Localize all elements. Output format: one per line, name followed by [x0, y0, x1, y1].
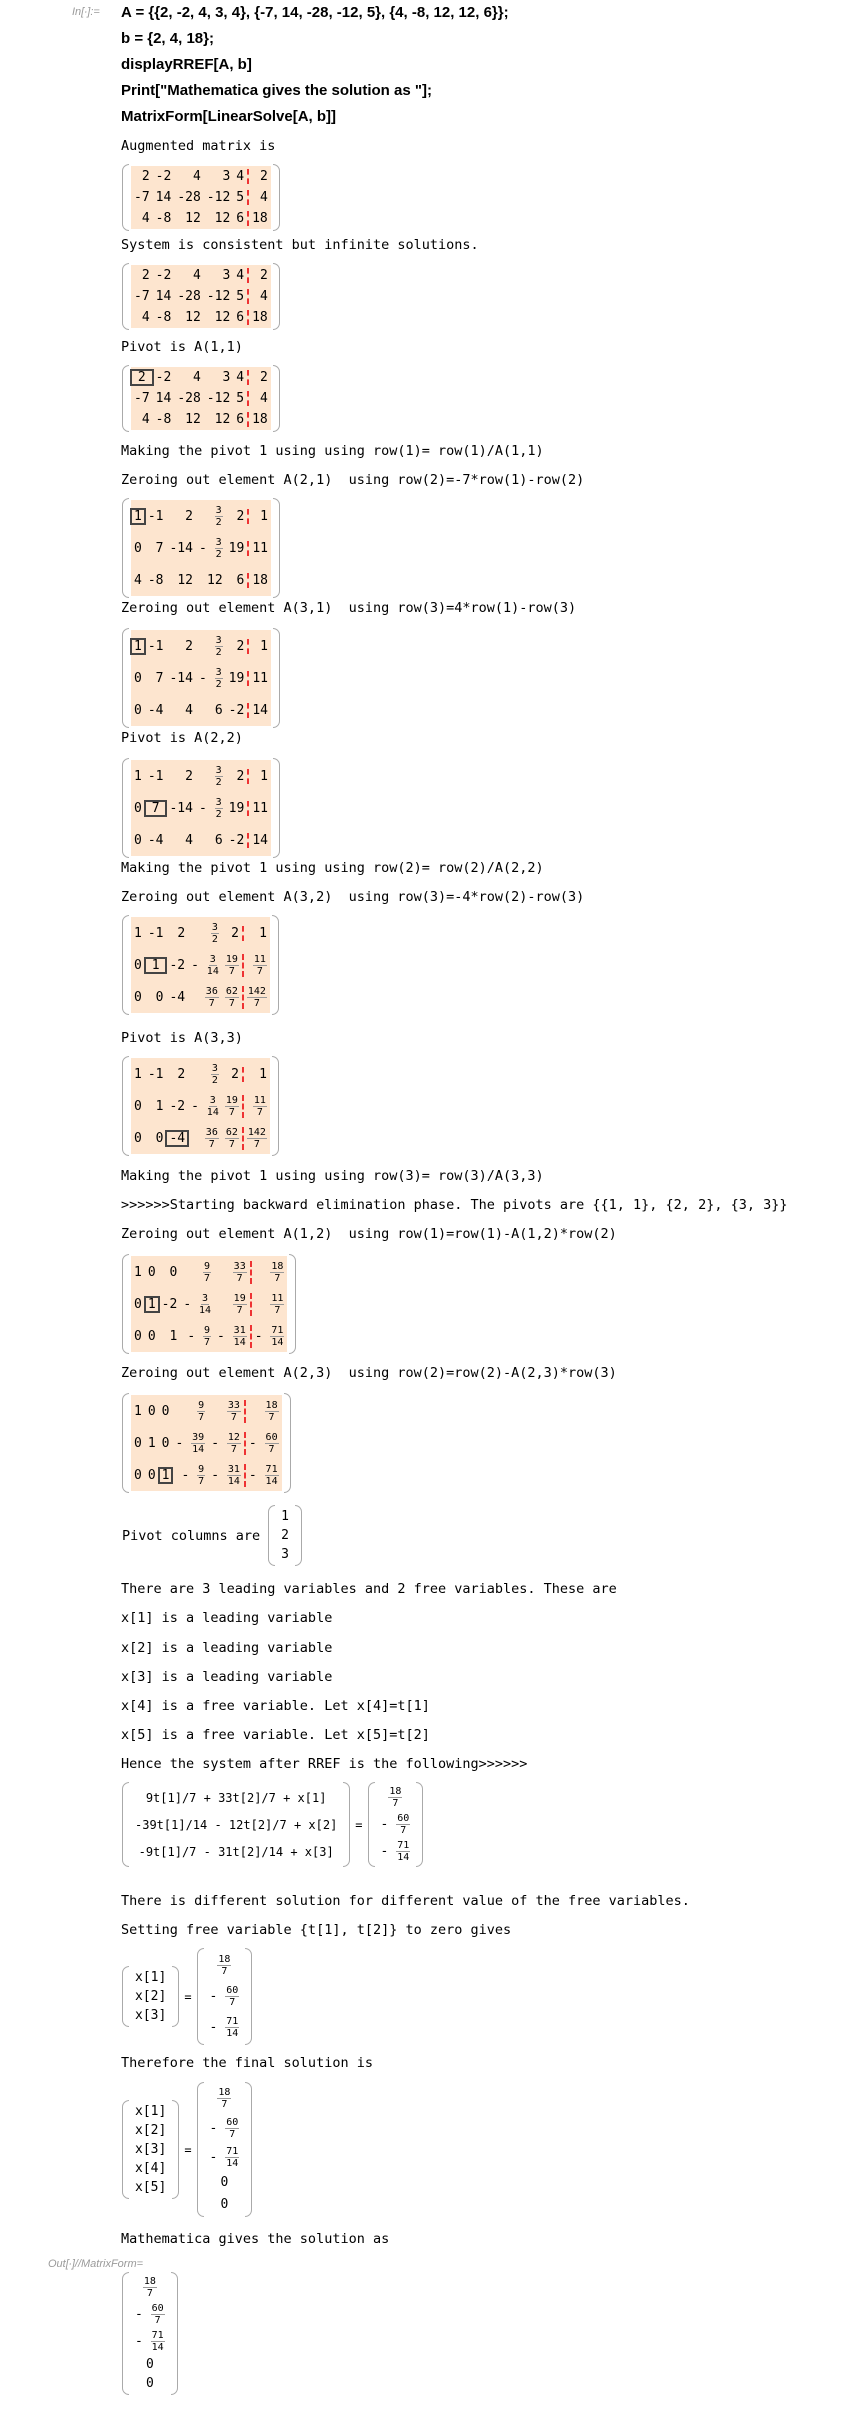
final-solution: x[1] x[2] x[3] x[4] x[5] = $\frac{18}{7}$ - $\frac{60}{7}$ - $\frac{71}{14}$ 0 0 — [122, 2082, 252, 2217]
matrix-cell: 5 — [236, 391, 245, 406]
matrix-cell: $\frac{33}{7}$ — [233, 1260, 246, 1284]
matrix-consistent — [122, 263, 280, 330]
matrix-cell: $\frac{19}{7}$ — [225, 953, 238, 977]
equals-sign: = — [355, 1817, 363, 1832]
text-var-3: x[3] is a leading variable — [121, 1669, 333, 1685]
matrix-cell: 0 — [134, 1435, 142, 1451]
matrix-cell: - $\frac{9}{7}$ — [181, 1463, 205, 1487]
input-code-line-5[interactable]: MatrixForm[LinearSolve[A, b]] — [121, 108, 337, 125]
matrix-cell: 4 — [236, 370, 245, 385]
matrix-zero-21 — [122, 498, 280, 598]
matrix-cell: 2 — [236, 638, 245, 654]
matrix-cell: - $\frac{31}{14}$ — [211, 1463, 240, 1487]
matrix-pivot-11 — [122, 365, 280, 432]
system-equation — [122, 1782, 423, 1867]
input-code-line-3[interactable]: displayRREF[A, b] — [121, 56, 252, 73]
matrix-cell: 1 — [242, 926, 270, 941]
matrix-cell: 1 — [159, 1468, 173, 1483]
matrix-pivot-33 — [122, 1056, 279, 1156]
matrix-cell: 0 — [134, 670, 142, 686]
matrix-cell: -2 — [161, 1296, 178, 1312]
matrix-cell: 1 — [145, 958, 167, 973]
matrix-cell: 1 — [131, 639, 145, 654]
matrix-cell: -14 — [169, 670, 193, 686]
vector-entry: x[4] — [135, 2161, 167, 2176]
matrix-cell: 2 — [236, 768, 245, 784]
text-var-2: x[2] is a leading variable — [121, 1640, 333, 1656]
text-augmented: Augmented matrix is — [121, 138, 276, 154]
pivot-columns-row: Pivot columns are 1 2 3 — [122, 1505, 302, 1566]
matrix-cell: 12 — [177, 572, 193, 588]
matrix-cell: 4 — [247, 190, 271, 205]
matrix-cell: 0 — [155, 989, 164, 1005]
matrix-cell: -7 — [134, 289, 150, 304]
text-zero-23: Zeroing out element A(2,3) using row(2)=row(2)-A(2,3)*row(3) — [121, 1365, 617, 1381]
matrix-cell: 4 — [134, 572, 142, 588]
vector-entry: - $\frac{60}{7}$ — [135, 2303, 164, 2326]
matrix-cell: $\frac{18}{7}$ — [244, 1400, 282, 1423]
matrix-cell: 1 — [247, 769, 271, 784]
text-hence: Hence the system after RREF is the following>>>>>> — [121, 1756, 528, 1772]
output-matrix — [122, 2272, 178, 2395]
matrix-cell: 19 — [228, 670, 245, 686]
matrix-cell: 12 — [214, 310, 231, 325]
matrix-cell: 0 — [147, 1328, 156, 1344]
zero-solution: x[1] x[2] x[3] = $\frac{18}{7}$ - $\frac{60}{7}$ - $\frac{71}{14}$ — [122, 1948, 252, 2045]
text-mathematica: Mathematica gives the solution as — [121, 2231, 390, 2247]
matrix-cell: 2 — [185, 768, 193, 784]
matrix-cell: 1 — [169, 1328, 178, 1344]
matrix-cell: $\frac{62}{7}$ — [225, 1126, 238, 1150]
matrix-cell: 4 — [141, 310, 150, 325]
matrix-cell: - $\frac{31}{14}$ — [217, 1324, 246, 1348]
matrix-cell: 18 — [247, 310, 271, 325]
matrix-cell: -8 — [155, 412, 172, 427]
matrix-cell: 12 — [214, 412, 231, 427]
matrix-cell: - $\frac{3}{2}$ — [198, 796, 222, 820]
text-zero-12: Zeroing out element A(1,2) using row(1)=row(1)-A(1,2)*row(2) — [121, 1226, 617, 1242]
matrix-cell: 4 — [192, 268, 201, 283]
matrix-cell: -1 — [147, 768, 164, 784]
matrix-cell: 0 — [155, 1130, 164, 1146]
matrix-cell: 19 — [228, 800, 245, 816]
matrix-cell: 2 — [247, 268, 271, 283]
matrix-cell: 14 — [155, 391, 172, 406]
matrix-cell: -1 — [147, 638, 164, 654]
matrix-cell: -2 — [155, 169, 172, 184]
matrix-cell: - $\frac{9}{7}$ — [187, 1324, 211, 1348]
text-var-5: x[5] is a free variable. Let x[5]=t[2] — [121, 1727, 430, 1743]
matrix-zero-31 — [122, 628, 280, 728]
matrix-cell: 11 — [247, 671, 271, 686]
matrix-cell: - $\frac{12}{7}$ — [211, 1431, 240, 1455]
matrix-cell: - $\frac{39}{14}$ — [175, 1431, 205, 1455]
vector-entry: $\frac{18}{7}$ — [143, 2276, 156, 2299]
matrix-cell: 1 — [247, 639, 271, 654]
matrix-cell: 14 — [155, 289, 172, 304]
matrix-cell: - $\frac{3}{14}$ — [191, 1094, 219, 1118]
matrix-cell: -28 — [177, 391, 201, 406]
matrix-cell: $\frac{142}{7}$ — [242, 1127, 270, 1150]
matrix-cell: 2 — [185, 638, 193, 654]
matrix-cell: -4 — [166, 1131, 188, 1146]
matrix-cell: 2 — [131, 370, 153, 385]
matrix-cell: -2 — [228, 702, 245, 718]
matrix-cell: 1 — [134, 1066, 142, 1082]
matrix-cell: $\frac{11}{7}$ — [242, 1095, 270, 1118]
matrix-cell: 4 — [247, 391, 271, 406]
matrix-cell: 6 — [214, 832, 223, 848]
text-zero-32: Zeroing out element A(3,2) using row(3)=-4*row(2)-row(3) — [121, 889, 585, 905]
matrix-cell: $\frac{3}{2}$ — [211, 921, 218, 945]
matrix-cell: 0 — [134, 1328, 142, 1344]
text-make1-row2: Making the pivot 1 using using row(2)= row(2)/A(2,2) — [121, 860, 544, 876]
matrix-cell: 2 — [141, 169, 150, 184]
vector-entry: - $\frac{71}{14}$ — [209, 2016, 239, 2039]
matrix-cell: 7 — [155, 670, 164, 686]
vector-entry: x[1] — [135, 2104, 167, 2119]
matrix-cell: 14 — [247, 833, 271, 848]
text-var-1: x[1] is a leading variable — [121, 1610, 333, 1626]
text-pivot-11: Pivot is A(1,1) — [121, 339, 243, 355]
final-solution-vars — [129, 2100, 172, 2199]
matrix-cell: 18 — [247, 573, 271, 588]
matrix-cell: 7 — [155, 540, 164, 556]
vector-entry: 3 — [281, 1547, 289, 1562]
matrix-cell: 12 — [214, 211, 231, 226]
matrix-cell: 0 — [134, 957, 142, 973]
matrix-cell: - $\frac{3}{14}$ — [191, 953, 219, 977]
matrix-cell: -8 — [155, 211, 172, 226]
matrix-cell: 18 — [247, 412, 271, 427]
matrix-cell: -4 — [147, 832, 164, 848]
matrix-cell: -2 — [155, 370, 172, 385]
matrix-pivot-22 — [122, 758, 280, 858]
vector-entry: $\frac{18}{7}$ — [389, 1786, 402, 1809]
matrix-cell: 6 — [236, 412, 245, 427]
text-final: Therefore the final solution is — [121, 2055, 373, 2071]
matrix-cell: 11 — [247, 801, 271, 816]
vector-entry: - $\frac{60}{7}$ — [380, 1813, 410, 1836]
matrix-cell: 4 — [141, 211, 150, 226]
matrix-cell: $\frac{3}{2}$ — [211, 1062, 218, 1086]
matrix-cell: 2 — [177, 925, 186, 941]
matrix-cell: 7 — [145, 801, 167, 816]
matrix-cell: $\frac{33}{7}$ — [227, 1399, 240, 1423]
vector-entry: x[5] — [135, 2180, 167, 2195]
matrix-cell: $\frac{11}{7}$ — [250, 1293, 288, 1316]
matrix-cell: 2 — [236, 508, 245, 524]
vector-entry: $\frac{18}{7}$ — [218, 1954, 231, 1977]
matrix-cell: -1 — [147, 925, 164, 941]
matrix-cell: 1 — [155, 1098, 164, 1114]
matrix-cell: 1 — [134, 1403, 142, 1419]
matrix-cell: 0 — [147, 1403, 156, 1419]
matrix-cell: -2 — [155, 268, 172, 283]
matrix-cell: 4 — [185, 702, 193, 718]
matrix-cell: 3 — [222, 268, 231, 283]
vector-entry: 0 — [220, 2196, 229, 2212]
matrix-cell: -2 — [228, 832, 245, 848]
matrix-cell: -1 — [147, 508, 164, 524]
matrix-cell: 6 — [236, 211, 245, 226]
matrix-cell: -12 — [206, 289, 231, 304]
matrix-zero-23 — [122, 1393, 291, 1493]
text-leading-summary: There are 3 leading variables and 2 free variables. These are — [121, 1581, 617, 1597]
matrix-cell: -2 — [169, 957, 186, 973]
matrix-cell: 11 — [247, 541, 271, 556]
matrix-cell: 14 — [247, 703, 271, 718]
matrix-cell: 0 — [134, 540, 142, 556]
matrix-cell: 2 — [185, 508, 193, 524]
matrix-cell: 4 — [236, 169, 245, 184]
matrix-cell: $\frac{9}{7}$ — [203, 1260, 211, 1284]
vector-entry: 1 — [281, 1509, 289, 1524]
vector-entry: - $\frac{60}{7}$ — [209, 1985, 239, 2008]
matrix-cell: 0 — [134, 1130, 142, 1146]
matrix-cell: $\frac{36}{7}$ — [205, 1126, 218, 1150]
matrix-cell: 2 — [231, 925, 239, 941]
matrix-cell: 0 — [161, 1435, 170, 1451]
matrix-cell: 0 — [134, 1296, 142, 1312]
text-zero-31: Zeroing out element A(3,1) using row(3)=4*row(1)-row(3) — [121, 600, 577, 616]
text-backward-phase: >>>>>>Starting backward elimination phase. The pivots are {{1, 1}, {2, 2}, {3, 3}} — [121, 1197, 788, 1213]
matrix-cell: -12 — [206, 391, 231, 406]
output-cell-label: Out[∙]//MatrixForm= — [48, 2258, 144, 2270]
vector-entry: - $\frac{60}{7}$ — [209, 2116, 239, 2140]
matrix-cell: 2 — [247, 169, 271, 184]
matrix-cell: 12 — [185, 211, 201, 226]
matrix-cell: 1 — [145, 1297, 159, 1312]
matrix-cell: 1 — [147, 1435, 156, 1451]
matrix-cell: $\frac{19}{7}$ — [233, 1292, 246, 1316]
matrix-cell: 4 — [141, 412, 150, 427]
matrix-cell: 1 — [242, 1067, 270, 1082]
vector-entry: 0 — [220, 2175, 229, 2191]
vector-entry: -9t[1]/7 - 31t[2]/14 + x[3] — [138, 1844, 334, 1859]
vector-entry: x[3] — [135, 2008, 167, 2023]
matrix-cell: 12 — [185, 412, 201, 427]
text-var-4: x[4] is a free variable. Let x[4]=t[1] — [121, 1698, 430, 1714]
matrix-cell: 5 — [236, 289, 245, 304]
matrix-cell: $\frac{11}{7}$ — [242, 954, 270, 977]
matrix-cell: -28 — [177, 289, 201, 304]
matrix-cell: 3 — [222, 370, 231, 385]
vector-entry: x[2] — [135, 1989, 167, 2004]
vector-entry: $\frac{18}{7}$ — [218, 2087, 231, 2111]
matrix-cell: 0 — [134, 832, 142, 848]
text-pivot-22: Pivot is A(2,2) — [121, 730, 243, 746]
vector-entry: 0 — [145, 2357, 154, 2372]
matrix-cell: 12 — [185, 310, 201, 325]
matrix-cell: - $\frac{71}{14}$ — [244, 1464, 282, 1487]
matrix-zero-12 — [122, 1254, 296, 1354]
vector-entry: 2 — [281, 1528, 289, 1543]
matrix-cell: -4 — [147, 702, 164, 718]
matrix-cell: $\frac{3}{2}$ — [215, 504, 222, 528]
matrix-cell: 5 — [236, 190, 245, 205]
pivot-columns-vector — [275, 1505, 295, 1566]
matrix-cell: 4 — [247, 289, 271, 304]
vector-entry: -39t[1]/14 - 12t[2]/7 + x[2] — [135, 1817, 338, 1832]
matrix-cell: 0 — [134, 989, 142, 1005]
vector-entry: - $\frac{71}{14}$ — [380, 1840, 410, 1863]
matrix-cell: -28 — [177, 190, 201, 205]
input-cell-label: In[∙]:= — [72, 6, 100, 18]
input-code-line-4[interactable]: Print["Mathematica gives the solution as "]; — [121, 82, 432, 99]
zero-solution-values — [204, 1948, 246, 2045]
matrix-cell: 1 — [134, 768, 142, 784]
matrix-cell: 0 — [134, 702, 142, 718]
matrix-cell: - $\frac{3}{14}$ — [183, 1292, 212, 1316]
system-rhs — [375, 1782, 417, 1867]
matrix-cell: $\frac{3}{2}$ — [215, 764, 222, 788]
matrix-cell: 2 — [177, 1066, 186, 1082]
matrix-cell: $\frac{62}{7}$ — [225, 985, 238, 1009]
matrix-cell: $\frac{18}{7}$ — [250, 1261, 288, 1284]
input-code-line-1[interactable]: A = {{2, -2, 4, 3, 4}, {-7, 14, -28, -12, 5}, {4, -8, 12, 12, 6}}; — [121, 4, 509, 21]
text-zero-21: Zeroing out element A(2,1) using row(2)=-7*row(1)-row(2) — [121, 472, 585, 488]
matrix-cell: -4 — [169, 989, 186, 1005]
text-make1-row1: Making the pivot 1 using using row(1)= row(1)/A(1,1) — [121, 443, 544, 459]
matrix-cell: 3 — [222, 169, 231, 184]
text-different: There is different solution for different value of the free variables. — [121, 1893, 690, 1909]
matrix-cell: 0 — [161, 1403, 170, 1419]
matrix-cell: -8 — [147, 572, 164, 588]
matrix-cell: 0 — [147, 1467, 156, 1483]
matrix-cell: $\frac{36}{7}$ — [205, 985, 218, 1009]
matrix-augmented — [122, 164, 280, 231]
matrix-cell: 2 — [247, 370, 271, 385]
text-pivot-33: Pivot is A(3,3) — [121, 1030, 243, 1046]
matrix-cell: - $\frac{60}{7}$ — [244, 1432, 282, 1455]
matrix-cell: 1 — [134, 925, 142, 941]
matrix-cell: 6 — [236, 572, 245, 588]
matrix-cell: $\frac{3}{2}$ — [215, 634, 222, 658]
matrix-cell: - $\frac{3}{2}$ — [198, 536, 222, 560]
text-setting: Setting free variable {t[1], t[2]} to zero gives — [121, 1922, 512, 1938]
vector-entry: 0 — [145, 2376, 154, 2391]
matrix-cell: -7 — [134, 391, 150, 406]
vector-entry: x[1] — [135, 1970, 167, 1985]
matrix-cell: 4 — [192, 370, 201, 385]
matrix-cell: 0 — [169, 1264, 178, 1280]
matrix-cell: -1 — [147, 1066, 164, 1082]
vector-entry: - $\frac{71}{14}$ — [135, 2330, 164, 2353]
matrix-cell: - $\frac{71}{14}$ — [250, 1325, 288, 1348]
matrix-cell: -12 — [206, 190, 231, 205]
matrix-cell: 1 — [134, 1264, 142, 1280]
matrix-cell: 6 — [236, 310, 245, 325]
matrix-cell: 0 — [134, 1098, 142, 1114]
matrix-cell: 4 — [185, 832, 193, 848]
matrix-zero-32 — [122, 915, 279, 1015]
zero-solution-vars — [129, 1966, 172, 2027]
vector-entry: x[3] — [135, 2142, 167, 2157]
matrix-cell: - $\frac{3}{2}$ — [198, 666, 222, 690]
matrix-cell: 2 — [231, 1066, 239, 1082]
matrix-cell: 2 — [141, 268, 150, 283]
final-solution-values — [204, 2082, 246, 2217]
matrix-cell: 4 — [192, 169, 201, 184]
matrix-cell: -2 — [169, 1098, 186, 1114]
matrix-cell: 19 — [228, 540, 245, 556]
output-values — [129, 2272, 171, 2395]
matrix-cell: $\frac{9}{7}$ — [198, 1399, 205, 1423]
matrix-cell: 4 — [236, 268, 245, 283]
system-lhs — [129, 1782, 343, 1867]
text-make1-row3: Making the pivot 1 using using row(3)= row(3)/A(3,3) — [121, 1168, 544, 1184]
matrix-cell: 1 — [131, 509, 145, 524]
matrix-cell: 6 — [214, 702, 223, 718]
matrix-cell: -14 — [169, 540, 193, 556]
matrix-cell: 18 — [247, 211, 271, 226]
vector-entry: - $\frac{71}{14}$ — [209, 2145, 239, 2169]
matrix-cell: 1 — [247, 509, 271, 524]
matrix-cell: 0 — [147, 1264, 156, 1280]
matrix-cell: 12 — [207, 572, 223, 588]
vector-entry: x[2] — [135, 2123, 167, 2138]
input-code-line-2[interactable]: b = {2, 4, 18}; — [121, 30, 214, 47]
vector-entry: 9t[1]/7 + 33t[2]/7 + x[1] — [145, 1790, 327, 1805]
text-consistent: System is consistent but infinite solutions. — [121, 237, 479, 253]
matrix-cell: $\frac{142}{7}$ — [242, 986, 270, 1009]
matrix-cell: 0 — [134, 800, 142, 816]
matrix-cell: 0 — [134, 1467, 142, 1483]
matrix-cell: -7 — [134, 190, 150, 205]
matrix-cell: $\frac{19}{7}$ — [225, 1094, 238, 1118]
matrix-cell: 14 — [155, 190, 172, 205]
matrix-cell: -14 — [169, 800, 193, 816]
matrix-cell: -8 — [155, 310, 172, 325]
